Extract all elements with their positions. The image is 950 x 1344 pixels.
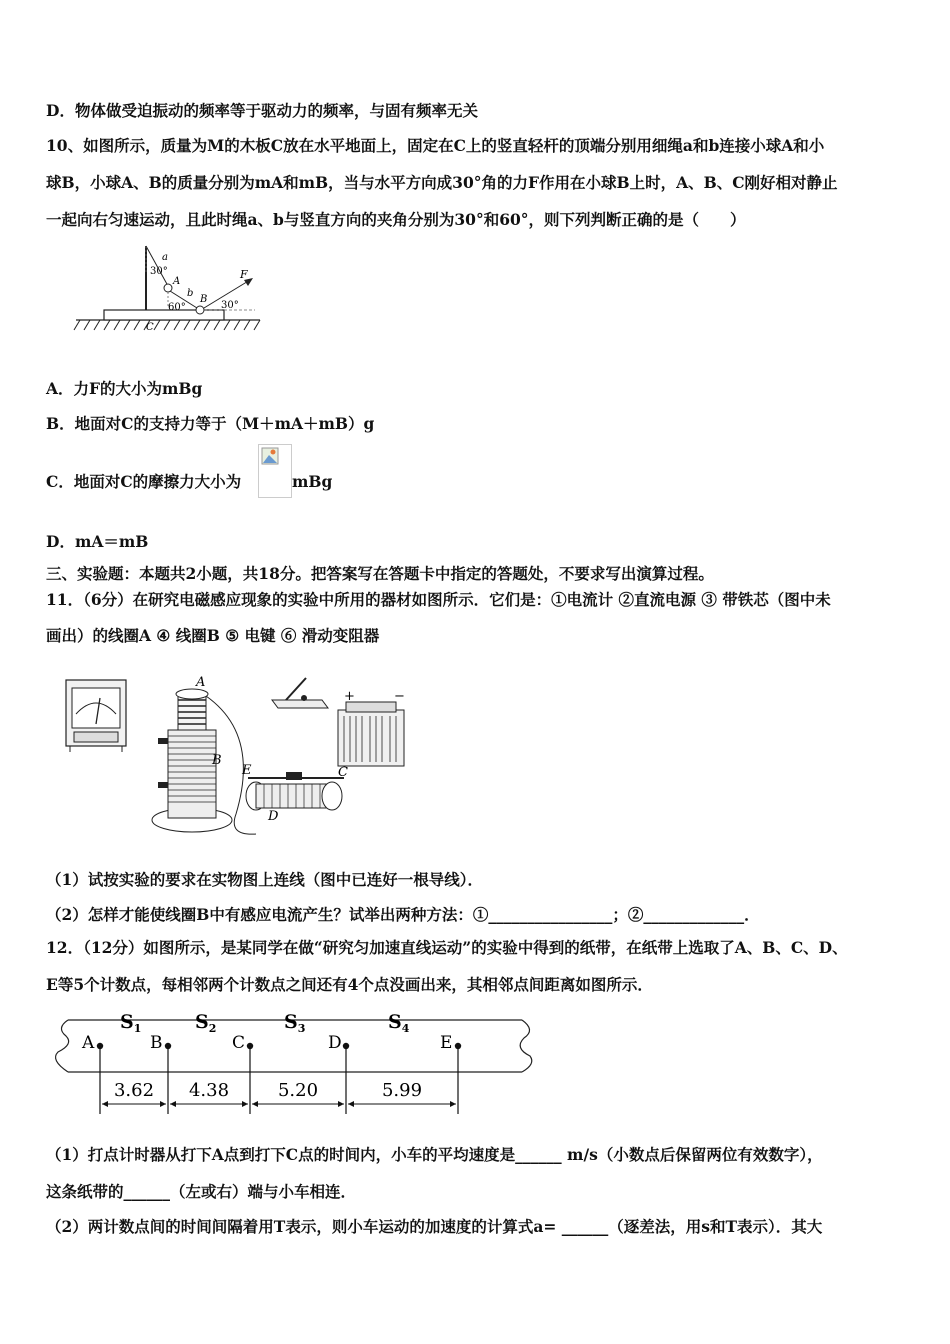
svg-text:b: b [187,288,194,299]
arrowhead-3-1 [338,1101,344,1107]
arrowhead-4-1 [450,1101,456,1107]
distance-value-3: 5.20 [277,1080,319,1101]
q12-part1-line1: （1）打点计时器从打下A点到打下C点的时间内，小车的平均速度是______ m/s（小数点后保留两位有效数字）， [46,1145,823,1164]
segment-label-S4: $S_4$ [388,1011,410,1035]
distance-value-4: 5.99 [381,1080,423,1101]
q11-part2: （2）怎样才能使线圈B中有感应电流产生？试举出两种方法：①________________；②_____________． [46,905,760,924]
tape-points [81,1033,461,1114]
arrowhead-2-0 [170,1101,176,1107]
arrowhead-1-0 [102,1101,108,1107]
q11-stem-line2: 画出）的线圈A ④ 线圈B ⑤ 电键 ⑥ 滑动变阻器 [46,626,380,645]
segment-label-S2: $S_2$ [195,1011,217,1035]
q12-stem-line1: 12．（12分）如图所示，是某同学在做“研究匀加速直线运动”的实验中得到的纸带，在纸带上选取了A、B、C、D、 [46,938,848,957]
galvanometer [66,680,126,752]
broken-image-icon [258,444,292,498]
ball-b [196,306,204,314]
svg-text:A: A [173,276,181,287]
segment-label-S1: $S_1$ [120,1011,142,1035]
svg-text:60°: 60° [168,302,186,313]
q12-stem-line2: E等5个计数点，每相邻两个计数点之间还有4个点没画出来，其相邻点间距离如图所示． [46,975,653,994]
q12-paper-tape [44,1008,540,1118]
tape-label-A: A [82,1033,95,1053]
q10-option-b: B．地面对C的支持力等于（M＋mA＋mB）g [46,414,375,433]
arrowhead-3-0 [252,1101,258,1107]
board-c [104,310,224,320]
q10-option-c: C．地面对C的摩擦力大小为 [46,472,242,491]
svg-text:D: D [268,809,279,824]
svg-text:A: A [196,675,206,690]
arrowhead-1-1 [160,1101,166,1107]
q10-option-c-tail: mBg [292,472,333,491]
tape-label-C: C [232,1033,246,1053]
svg-text:C: C [338,765,348,780]
svg-text:30°: 30° [150,266,168,277]
q12-part1-line2: 这条纸带的______（左或右）端与小车相连． [46,1182,357,1201]
tape-distances [102,1080,456,1107]
tape-label-E: E [440,1033,453,1053]
svg-text:+: + [344,689,355,704]
arrowhead-2-1 [242,1101,248,1107]
q10-stem-line1: 10、如图所示，质量为M的木板C放在水平地面上，固定在C上的竖直轻杆的顶端分别用细绳a和b连接小球A和小 [46,136,825,155]
svg-text:a: a [162,252,168,263]
svg-text:−: − [394,689,405,704]
q11-figure [60,664,420,842]
svg-text:C: C [146,322,154,333]
q12-part2: （2）两计数点间的时间间隔着用T表示，则小车运动的加速度的计算式a= ______（逐差法，用s和T表示）．其大 [46,1217,823,1236]
tape-label-B: B [150,1033,163,1053]
q10-stem-line3: 一起向右匀速运动，且此时绳a、b与竖直方向的夹角分别为30°和60°，则下列判断正确的是（ ） [46,210,746,229]
arrowhead-4-0 [348,1101,354,1107]
section-3-heading: 三、实验题：本题共2小题，共18分。把答案写在答题卡中指定的答题处，不要求写出演算过程。 [46,564,714,583]
q11-part1: （1）试按实验的要求在实物图上连线（图中已连好一根导线）． [46,870,484,889]
segment-label-S3: $S_3$ [284,1011,306,1035]
q9-option-d: D．物体做受迫振动的频率等于驱动力的频率，与固有频率无关 [46,101,478,120]
battery [338,702,404,766]
switch [272,678,328,708]
svg-text:B: B [200,294,208,305]
q10-option-a: A．力F的大小为mBg [46,379,203,398]
svg-text:B: B [212,753,222,768]
svg-text:F: F [240,268,248,281]
rheostat [246,772,344,810]
coil-assembly [152,689,256,834]
q10-option-d: D．mA＝mB [46,532,149,551]
tape-segment-labels [120,1011,410,1035]
ball-a [164,284,172,292]
distance-value-2: 4.38 [188,1080,230,1101]
q11-stem-line1: 11．（6分）在研究电磁感应现象的实验中所用的器材如图所示．它们是：①电流计 ②直流电源 ③ 带铁芯（图中未 [46,590,831,609]
svg-text:E: E [242,763,252,778]
q10-stem-line2: 球B，小球A、B的质量分别为mA和mB，当与水平方向成30°角的力F作用在小球B上时，A、B、C刚好相对静止 [46,173,838,192]
tape-label-D: D [328,1033,342,1053]
svg-text:30°: 30° [221,300,239,311]
distance-value-1: 3.62 [113,1080,155,1101]
q10-figure [70,238,270,344]
